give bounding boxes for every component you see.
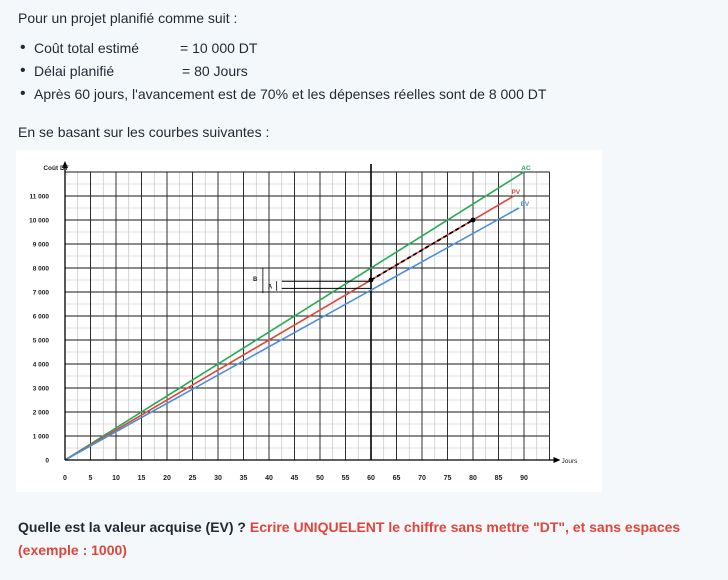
y-tick-label: 10 000 xyxy=(29,217,49,225)
projection-point xyxy=(471,218,476,223)
y-tick-label: 11 000 xyxy=(29,193,49,201)
cost-chart xyxy=(16,150,602,492)
series-label-ac: AC xyxy=(521,165,531,172)
fact-duration-value: = 80 Jours xyxy=(182,63,248,79)
x-tick-label: 25 xyxy=(188,475,197,482)
x-tick-label: 45 xyxy=(290,475,299,482)
annotation-a: A xyxy=(267,284,273,291)
y-tick-label: 3 000 xyxy=(32,385,49,393)
facts-list xyxy=(18,38,546,107)
x-axis-arrow xyxy=(554,457,561,463)
fact-progress-label: Après 60 jours, l'avancement est de 70% et les dépenses réelles sont de 8 000 DT xyxy=(34,86,547,102)
fact-cost-label: Coût total estimé xyxy=(34,40,140,56)
y-tick-label: 8 000 xyxy=(32,265,49,273)
x-tick-label: 0 xyxy=(63,475,67,482)
x-tick-label: 15 xyxy=(137,475,146,482)
x-tick-label: 65 xyxy=(392,475,401,482)
fact-duration xyxy=(18,61,546,84)
y-tick-label: 7 000 xyxy=(32,289,49,297)
x-tick-label: 85 xyxy=(494,475,503,482)
x-tick-label: 5 xyxy=(88,475,93,482)
y-tick-label: 9 000 xyxy=(32,241,49,249)
cost-chart-box xyxy=(16,150,602,492)
x-tick-label: 75 xyxy=(443,475,452,482)
x-tick-label: 10 xyxy=(112,475,120,482)
series-line-ev xyxy=(65,208,519,460)
fact-cost-value: = 10 000 DT xyxy=(180,40,258,56)
y-tick-label: 4 000 xyxy=(32,361,49,369)
y-tick-label: 0 xyxy=(45,457,49,465)
question-instruction: Ecrire UNIQUELENT le chiffre sans mettre "DT", et sans espaces (exemple : 1000) xyxy=(18,519,681,558)
fact-progress xyxy=(18,84,546,107)
y-tick-label: 1 000 xyxy=(32,433,49,441)
y-tick-label: 5 000 xyxy=(32,337,49,345)
x-tick-label: 90 xyxy=(520,475,528,482)
fact-duration-label: Délai planifié xyxy=(34,63,115,79)
intro-text: Pour un projet planifié comme suit : xyxy=(18,10,238,26)
x-tick-label: 50 xyxy=(316,475,324,482)
y-tick-label: 6 000 xyxy=(32,313,49,321)
annotation-b: B xyxy=(253,277,258,284)
basis-text: En se basant sur les courbes suivantes : xyxy=(18,124,270,140)
x-tick-label: 20 xyxy=(163,475,171,482)
question xyxy=(18,516,718,562)
series-label-ev: EV xyxy=(520,201,530,208)
y-tick-label: 2 000 xyxy=(32,409,49,417)
chart-annotations xyxy=(253,268,371,293)
x-tick-label: 40 xyxy=(265,475,273,482)
question-main: Quelle est la valeur acquise (EV) ? xyxy=(18,519,246,535)
series-label-pv: PV xyxy=(511,189,521,196)
y-axis-title: Coût DT xyxy=(43,165,69,172)
x-tick-label: 30 xyxy=(214,475,222,482)
fact-cost xyxy=(18,38,546,61)
x-axis-title: Jours xyxy=(561,458,578,465)
x-tick-label: 80 xyxy=(469,475,477,482)
x-tick-label: 35 xyxy=(239,475,248,482)
x-tick-label: 70 xyxy=(418,475,426,482)
x-tick-label: 60 xyxy=(367,475,375,482)
x-tick-label: 55 xyxy=(341,475,350,482)
chart-series xyxy=(65,165,531,460)
